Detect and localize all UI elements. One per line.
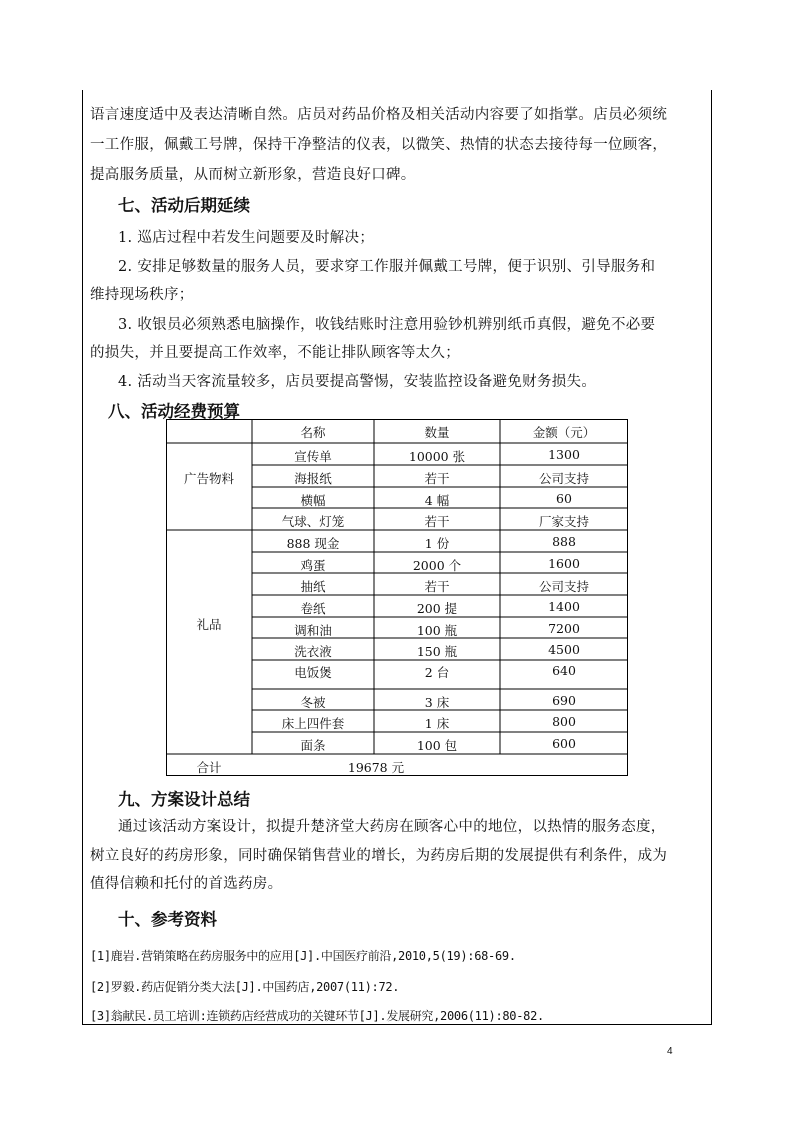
table-cell-name: 床上四件套 — [281, 716, 345, 731]
table-cell-qty: 若干 — [424, 514, 450, 529]
reference-item-3: [3]翁献民.员工培训:连锁药店经营成功的关键环节[J].发展研究,2006(11):80-82. — [90, 1009, 544, 1023]
table-cell-amount: 800 — [552, 714, 576, 729]
section-7-item-4: 4. 活动当天客流量较多，店员要提高警惕，安装监控设备避免财务损失。 — [118, 374, 597, 390]
table-cell-amount: 888 — [552, 534, 576, 549]
table-cell-amount: 600 — [552, 736, 576, 751]
total-label: 合计 — [196, 760, 222, 775]
table-cell-amount: 640 — [552, 663, 576, 678]
reference-item-1: [1]鹿岩.营销策略在药房服务中的应用[J].中国医疗前沿,2010,5(19):68-69. — [90, 949, 516, 963]
table-cell-qty: 4 幅 — [424, 493, 450, 508]
table-cell-name: 卷纸 — [300, 601, 326, 616]
intro-line-3: 提高服务质量，从而树立新形象，营造良好口碑。 — [90, 167, 416, 183]
table-cell-qty: 150 瓶 — [416, 644, 458, 659]
table-cell-qty: 2 台 — [424, 665, 450, 680]
section-9-heading: 九、方案设计总结 — [118, 790, 250, 809]
section-7-item-3-cont: 的损失，并且要提高工作效率，不能让排队顾客等太久； — [90, 345, 460, 361]
table-cell-amount: 公司支持 — [538, 471, 589, 486]
section-9-line-1: 通过该活动方案设计，拟提升楚济堂大药房在顾客心中的地位，以热情的服务态度， — [118, 819, 666, 835]
table-cell-name: 鸡蛋 — [300, 558, 326, 573]
section-10-heading: 十、参考资料 — [118, 910, 217, 929]
table-cell-amount: 7200 — [548, 621, 580, 636]
table-cell-qty: 100 包 — [416, 738, 458, 753]
intro-line-2: 一工作服，佩戴工号牌，保持干净整洁的仪表，以微笑、热情的状态去接待每一位顾客， — [90, 137, 668, 153]
table-cell-amount: 4500 — [548, 642, 580, 657]
page-number: 4 — [667, 1046, 673, 1057]
table-cell-name: 面条 — [300, 738, 326, 753]
group-gifts-label: 礼品 — [196, 617, 222, 632]
section-7-item-1: 1. 巡店过程中若发生问题要及时解决； — [118, 230, 375, 246]
table-cell-qty: 1 份 — [424, 536, 450, 551]
table-cell-qty: 1 床 — [424, 716, 450, 731]
table-cell-qty: 若干 — [424, 579, 450, 594]
table-cell-qty: 若干 — [424, 471, 450, 486]
section-7-item-2-cont: 维持现场秩序； — [90, 287, 194, 303]
table-cell-name: 抽纸 — [300, 579, 326, 594]
table-cell-amount: 1400 — [548, 599, 580, 614]
table-cell-name: 宣传单 — [294, 449, 332, 464]
section-7-heading: 七、活动后期延续 — [118, 196, 250, 215]
table-cell-name: 洗衣液 — [294, 644, 332, 659]
table-cell-amount: 厂家支持 — [538, 514, 589, 529]
header-quantity: 数量 — [424, 425, 450, 440]
table-cell-name: 调和油 — [294, 623, 332, 638]
section-9-line-2: 树立良好的药房形象，同时确保销售营业的增长，为药房后期的发展提供有利条件，成为 — [90, 848, 668, 864]
budget-table — [166, 419, 628, 776]
section-8-heading: 八、活动经费预算 — [108, 402, 240, 421]
table-cell-name: 电饭煲 — [294, 665, 332, 680]
group-ads-label: 广告物料 — [183, 471, 234, 486]
section-7-item-3: 3. 收银员必须熟悉电脑操作，收钱结账时注意用验钞机辨别纸币真假，避免不必要 — [118, 317, 656, 333]
total-value: 19678 元 — [347, 760, 405, 775]
table-cell-qty: 200 提 — [416, 601, 458, 616]
table-cell-name: 冬被 — [300, 695, 326, 710]
intro-line-1: 语言速度适中及表达清晰自然。店员对药品价格及相关活动内容要了如指掌。店员必须统 — [90, 107, 668, 123]
table-cell-qty: 10000 张 — [408, 449, 466, 464]
header-amount: 金额（元） — [532, 425, 596, 440]
table-cell-qty: 2000 个 — [412, 558, 462, 573]
table-cell-qty: 3 床 — [424, 695, 450, 710]
section-7-item-2: 2. 安排足够数量的服务人员，要求穿工作服并佩戴工号牌，便于识别、引导服务和 — [118, 259, 656, 275]
section-9-line-3: 值得信赖和托付的首选药房。 — [90, 876, 283, 892]
table-cell-amount: 1300 — [548, 447, 580, 462]
table-cell-name: 888 现金 — [286, 536, 340, 551]
table-cell-name: 海报纸 — [294, 471, 332, 486]
reference-item-2: [2]罗毅.药店促销分类大法[J].中国药店,2007(11):72. — [90, 980, 400, 994]
table-cell-name: 横幅 — [300, 493, 326, 508]
table-cell-amount: 690 — [552, 693, 576, 708]
table-cell-amount: 公司支持 — [538, 579, 589, 594]
table-cell-amount: 60 — [556, 491, 572, 506]
header-name: 名称 — [300, 425, 326, 440]
table-cell-qty: 100 瓶 — [416, 623, 458, 638]
table-cell-amount: 1600 — [548, 556, 580, 571]
intro-paragraph — [90, 100, 706, 190]
table-cell-name: 气球、灯笼 — [281, 514, 345, 529]
